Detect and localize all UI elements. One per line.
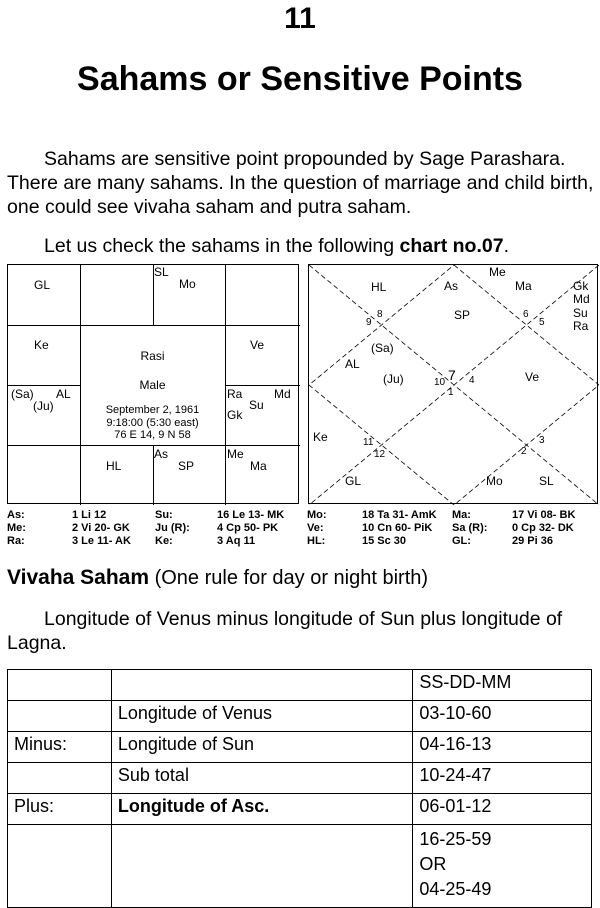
north-hl: HL <box>371 280 387 294</box>
house-ke: Ke <box>34 338 49 352</box>
house-al: AL <box>56 387 71 401</box>
legend-row <box>7 509 597 522</box>
legend-key: GL: <box>452 535 471 547</box>
result-value-1: 16-25-59 <box>419 829 492 849</box>
rule-text: Longitude of Venus minus longitude of Sun plus longitude of Lagna. <box>7 608 563 654</box>
north-sl: SL <box>539 474 554 488</box>
legend-key: As: <box>7 509 25 521</box>
row-op: Minus: <box>8 732 112 763</box>
row-value: 06-01-12 <box>413 794 592 825</box>
row-label: Sub total <box>111 763 412 794</box>
page-title: Sahams or Sensitive Points <box>77 60 523 98</box>
table-row <box>8 732 592 763</box>
section-heading-bold: Vivaha Saham <box>7 566 150 589</box>
north-me: Me <box>489 265 506 279</box>
section-heading <box>7 566 428 590</box>
chart-center-title: Rasi <box>140 349 165 363</box>
chart-center-coords: 76 E 14, 9 N 58 <box>114 429 191 441</box>
house-num-4: 4 <box>469 375 475 386</box>
house-md: Md <box>274 387 291 401</box>
row-label: Longitude of Venus <box>111 701 412 732</box>
intro-paragraph <box>7 147 597 219</box>
legend-row <box>7 535 597 548</box>
row-label: Longitude of Sun <box>111 732 412 763</box>
row-value: 10-24-47 <box>413 763 592 794</box>
chart-center-date: September 2, 1961 <box>105 404 200 416</box>
north-chart-lines <box>309 265 599 505</box>
north-gk: Gk <box>573 279 589 293</box>
house-num-3: 3 <box>539 435 545 446</box>
south-indian-chart <box>7 264 299 504</box>
legend-key: Mo: <box>307 509 327 521</box>
legend-value: 0 Cp 32- DK <box>512 522 574 534</box>
rule-paragraph <box>7 607 597 655</box>
legend-value: 29 Pi 36 <box>512 535 553 547</box>
result-cell <box>413 825 592 908</box>
legend-value: 2 Vi 20- GK <box>72 522 130 534</box>
house-num-9: 9 <box>366 317 372 328</box>
table-row <box>8 763 592 794</box>
north-al: AL <box>345 357 360 371</box>
house-ve: Ve <box>250 338 265 352</box>
north-su: Su <box>573 306 588 320</box>
legend-key: Ra: <box>7 535 25 547</box>
check-line <box>7 234 597 258</box>
house-num-7: 7 <box>448 367 456 383</box>
legend-key: HL: <box>307 535 326 547</box>
north-indian-chart <box>308 264 598 504</box>
north-sa: (Sa) <box>371 341 394 355</box>
legend-value: 10 Cn 60- PiK <box>362 522 433 534</box>
north-ma: Ma <box>515 279 532 293</box>
north-ra: Ra <box>573 319 589 333</box>
result-value-2: 04-25-49 <box>419 879 492 899</box>
legend-key: Sa (R): <box>452 522 488 534</box>
row-value: 03-10-60 <box>413 701 592 732</box>
legend-value: 17 Vi 08- BK <box>512 509 576 521</box>
legend-key: Ma: <box>452 509 471 521</box>
house-me: Me <box>227 447 244 461</box>
house-gk: Gk <box>227 408 243 422</box>
north-mo: Mo <box>486 474 503 488</box>
table-header-units: SS-DD-MM <box>413 670 592 701</box>
north-sp: SP <box>454 308 471 322</box>
house-num-11: 11 <box>363 437 374 448</box>
planet-legend <box>7 509 597 548</box>
chapter-number: 11 <box>284 2 316 35</box>
house-num-12: 12 <box>374 449 386 460</box>
table-row <box>8 794 592 825</box>
check-prefix: Let us check the sahams in the following <box>44 235 400 257</box>
house-num-6: 6 <box>523 309 529 320</box>
north-ve: Ve <box>525 370 540 384</box>
table-row <box>8 701 592 732</box>
house-hl: HL <box>106 459 122 473</box>
chart-reference: chart no.07 <box>399 235 504 257</box>
house-num-10: 10 <box>434 377 446 388</box>
legend-key: Su: <box>155 509 173 521</box>
north-md: Md <box>573 292 590 306</box>
intro-text: Sahams are sensitive point propounded by Sage Parashara. There are many sahams. In the question of marriage and child birth, one could see vivaha saham and putra saham. <box>7 148 594 218</box>
legend-value: 3 Aq 11 <box>217 535 256 547</box>
house-mo: Mo <box>179 277 196 291</box>
house-num-5: 5 <box>539 317 545 328</box>
legend-key: Ke: <box>155 535 173 547</box>
check-suffix: . <box>503 235 510 257</box>
row-label: Longitude of Asc. <box>111 794 412 825</box>
house-sp: SP <box>178 459 195 473</box>
north-ju: (Ju) <box>383 372 404 386</box>
north-ke: Ke <box>313 430 328 444</box>
row-op <box>8 763 112 794</box>
row-value: 04-16-13 <box>413 732 592 763</box>
legend-row <box>7 522 597 535</box>
north-as: As <box>444 279 459 293</box>
house-as: As <box>154 447 169 461</box>
legend-key: Ju (R): <box>155 522 190 534</box>
house-ma: Ma <box>250 459 267 473</box>
row-op: Plus: <box>8 794 112 825</box>
house-sl: SL <box>154 265 169 279</box>
legend-value: 3 Le 11- AK <box>72 535 131 547</box>
house-gl: GL <box>34 278 51 292</box>
legend-value: 15 Sc 30 <box>362 535 407 547</box>
house-su: Su <box>249 398 264 412</box>
calculation-table <box>7 669 592 908</box>
table-result-row <box>8 825 592 908</box>
result-or: OR <box>419 854 447 874</box>
house-sa: (Sa) <box>11 387 34 401</box>
house-num-2: 2 <box>521 446 527 457</box>
legend-key: Ve: <box>307 522 324 534</box>
section-heading-rest: (One rule for day or night birth) <box>149 567 429 589</box>
legend-value: 16 Le 13- MK <box>217 509 285 521</box>
legend-value: 1 Li 12 <box>72 509 107 521</box>
chart-center-sex: Male <box>139 378 166 392</box>
legend-value: 18 Ta 31- AmK <box>362 509 437 521</box>
north-gl: GL <box>345 474 362 488</box>
house-num-1: 1 <box>448 387 454 398</box>
chart-center-time: 9:18:00 (5:30 east) <box>106 417 199 429</box>
row-op <box>8 701 112 732</box>
table-header-row <box>8 670 592 701</box>
legend-key: Me: <box>7 522 26 534</box>
house-num-8: 8 <box>377 309 383 320</box>
legend-value: 4 Cp 50- PK <box>217 522 279 534</box>
house-ju: (Ju) <box>33 399 54 413</box>
house-ra: Ra <box>227 387 243 401</box>
